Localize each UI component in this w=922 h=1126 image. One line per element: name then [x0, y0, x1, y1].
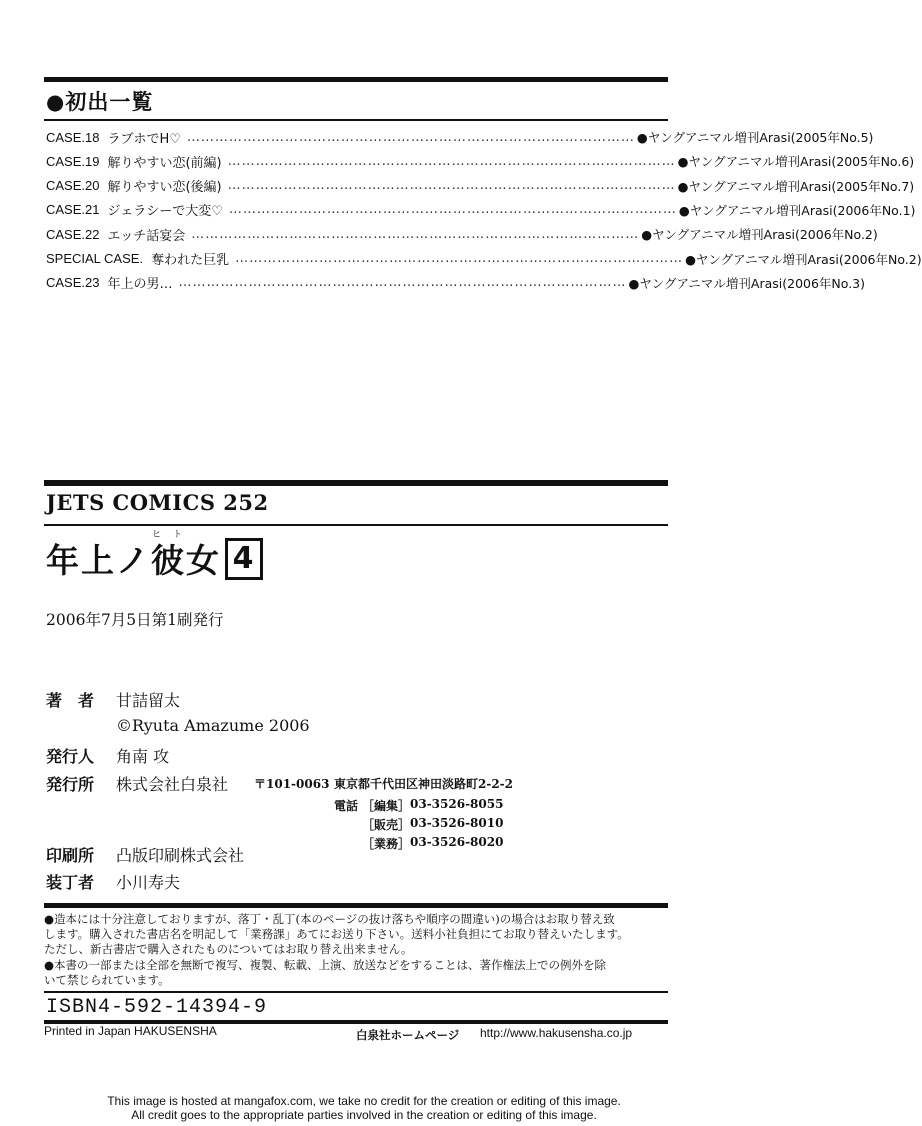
notice-line-5: いて禁じられています。 — [44, 973, 170, 987]
designer-label: 装丁者 — [46, 873, 95, 892]
notice-line-3: ただし、新古書店で購入されたものについてはお取り替え出来ません。 — [44, 942, 413, 956]
series-underline — [44, 524, 668, 526]
case-title: ラブホでH♡ — [107, 131, 181, 147]
isbn: ISBN4-592-14394-9 — [46, 996, 268, 1019]
case-number: CASE.18 — [46, 129, 100, 145]
case-entry — [46, 223, 878, 245]
case-entry — [46, 175, 915, 197]
dot-leader: …………………………………………………………………………………… — [228, 202, 677, 218]
case-title: ジェラシーで大変♡ — [107, 204, 223, 220]
notice-rule-thick — [44, 903, 668, 908]
case-source: ●ヤングアニマル増刊Arasi(2005年No.7) — [677, 178, 915, 194]
case-title: 解りやすい恋(前編) — [107, 155, 222, 171]
phone-dept-editorial: ［編集］ — [362, 799, 411, 813]
case-entry — [46, 126, 874, 148]
credit-notice-line-1: This image is hosted at mangafox.com, we take no credit for the creation or editing of this image. — [107, 1094, 621, 1108]
homepage-label: 白泉社ホームページ — [356, 1028, 460, 1042]
dot-leader: …………………………………………………………………………………… — [191, 226, 640, 242]
first-appearance-title: ●初出一覧 — [46, 90, 154, 114]
case-entry — [46, 248, 922, 270]
book-title-text: 年上ノ彼女 — [46, 541, 221, 580]
case-number: CASE.23 — [46, 275, 100, 291]
phone-dept-sales: ［販売］ — [362, 818, 411, 832]
notice-line-4: ●本書の一部または全部を無断で複写、複製、転載、上演、放送などをすることは、著作権法上での例外を除 — [44, 958, 607, 972]
case-entry — [46, 272, 866, 294]
first-appearance-underline — [44, 119, 668, 121]
phone-dept-operations: ［業務］ — [362, 837, 411, 851]
series-label: JETS COMICS 252 — [46, 490, 269, 515]
dot-leader: …………………………………………………………………………………… — [227, 153, 676, 169]
dot-leader: …………………………………………………………………………………… — [178, 275, 627, 291]
phone-number-operations: 03-3526-8020 — [410, 835, 504, 849]
volume-badge: 4 — [225, 538, 263, 580]
publisher-label: 発行所 — [46, 775, 95, 794]
printer-label: 印刷所 — [46, 846, 95, 865]
case-title: 年上の男… — [107, 277, 173, 293]
case-number: CASE.19 — [46, 153, 100, 169]
case-source: ●ヤングアニマル増刊Arasi(2005年No.6) — [677, 154, 915, 170]
title-ruby: ヒト — [152, 530, 195, 540]
notice-rule-thin — [44, 991, 668, 993]
dot-leader: …………………………………………………………………………………… — [186, 129, 635, 145]
case-number: CASE.20 — [46, 178, 100, 194]
case-number: CASE.21 — [46, 202, 100, 218]
phone-number-sales: 03-3526-8010 — [410, 816, 504, 830]
book-title — [46, 535, 263, 582]
postal-code: 〒101-0063 — [254, 777, 330, 791]
publication-date: 2006年7月5日第1刷発行 — [46, 611, 224, 629]
notice-line-1: ●造本には十分注意しておりますが、落丁・乱丁(本のページの抜け落ちや順序の間違い)の場合はお取り替え致 — [44, 912, 615, 926]
book-rule-thick — [44, 480, 668, 486]
case-source: ●ヤングアニマル増刊Arasi(2005年No.5) — [636, 130, 874, 145]
case-source: ●ヤングアニマル増刊Arasi(2006年No.1) — [678, 202, 916, 218]
case-entry — [46, 199, 916, 221]
author-label: 著 者 — [46, 691, 95, 710]
case-source: ●ヤングアニマル増刊Arasi(2006年No.2) — [641, 227, 878, 243]
case-title: 奪われた巨乳 — [151, 253, 230, 268]
case-title: 解りやすい恋(後編) — [107, 180, 222, 196]
top-rule-thick — [44, 77, 668, 82]
author-name: 甘詰留太 — [116, 691, 181, 710]
notice-line-2: します。購入された書店名を明記して「業務課」あてにお送り下さい。送料小社負担にてお取り替えいたします。 — [44, 927, 629, 941]
publisher-name: 株式会社白泉社 — [116, 775, 229, 794]
case-source: ●ヤングアニマル増刊Arasi(2006年No.3) — [628, 275, 866, 291]
case-number: CASE.22 — [46, 226, 100, 242]
credit-notice-line-2: All credit goes to the appropriate parties involved in the creation or editing of this image. — [131, 1108, 597, 1122]
publisher-person-label: 発行人 — [46, 747, 95, 766]
case-title: エッチ話宴会 — [107, 228, 186, 244]
dot-leader: …………………………………………………………………………………… — [227, 178, 676, 194]
designer-name: 小川寿夫 — [116, 873, 181, 892]
dot-leader: …………………………………………………………………………………… — [235, 251, 684, 266]
phone-label: 電話 — [334, 799, 359, 813]
publisher-person: 角南 攻 — [116, 747, 170, 766]
case-source: ●ヤングアニマル増刊Arasi(2006年No.2) — [685, 251, 922, 267]
printer-name: 凸版印刷株式会社 — [116, 846, 245, 865]
case-entry — [46, 150, 915, 172]
case-number: SPECIAL CASE. — [46, 251, 144, 266]
address: 東京都千代田区神田淡路町2-2-2 — [334, 777, 514, 791]
copyright: ©Ryuta Amazume 2006 — [116, 716, 310, 735]
homepage-url[interactable]: http://www.hakusensha.co.jp — [480, 1026, 633, 1040]
phone-number-editorial: 03-3526-8055 — [410, 797, 504, 811]
printed-in-japan: Printed in Japan HAKUSENSHA — [44, 1024, 217, 1038]
